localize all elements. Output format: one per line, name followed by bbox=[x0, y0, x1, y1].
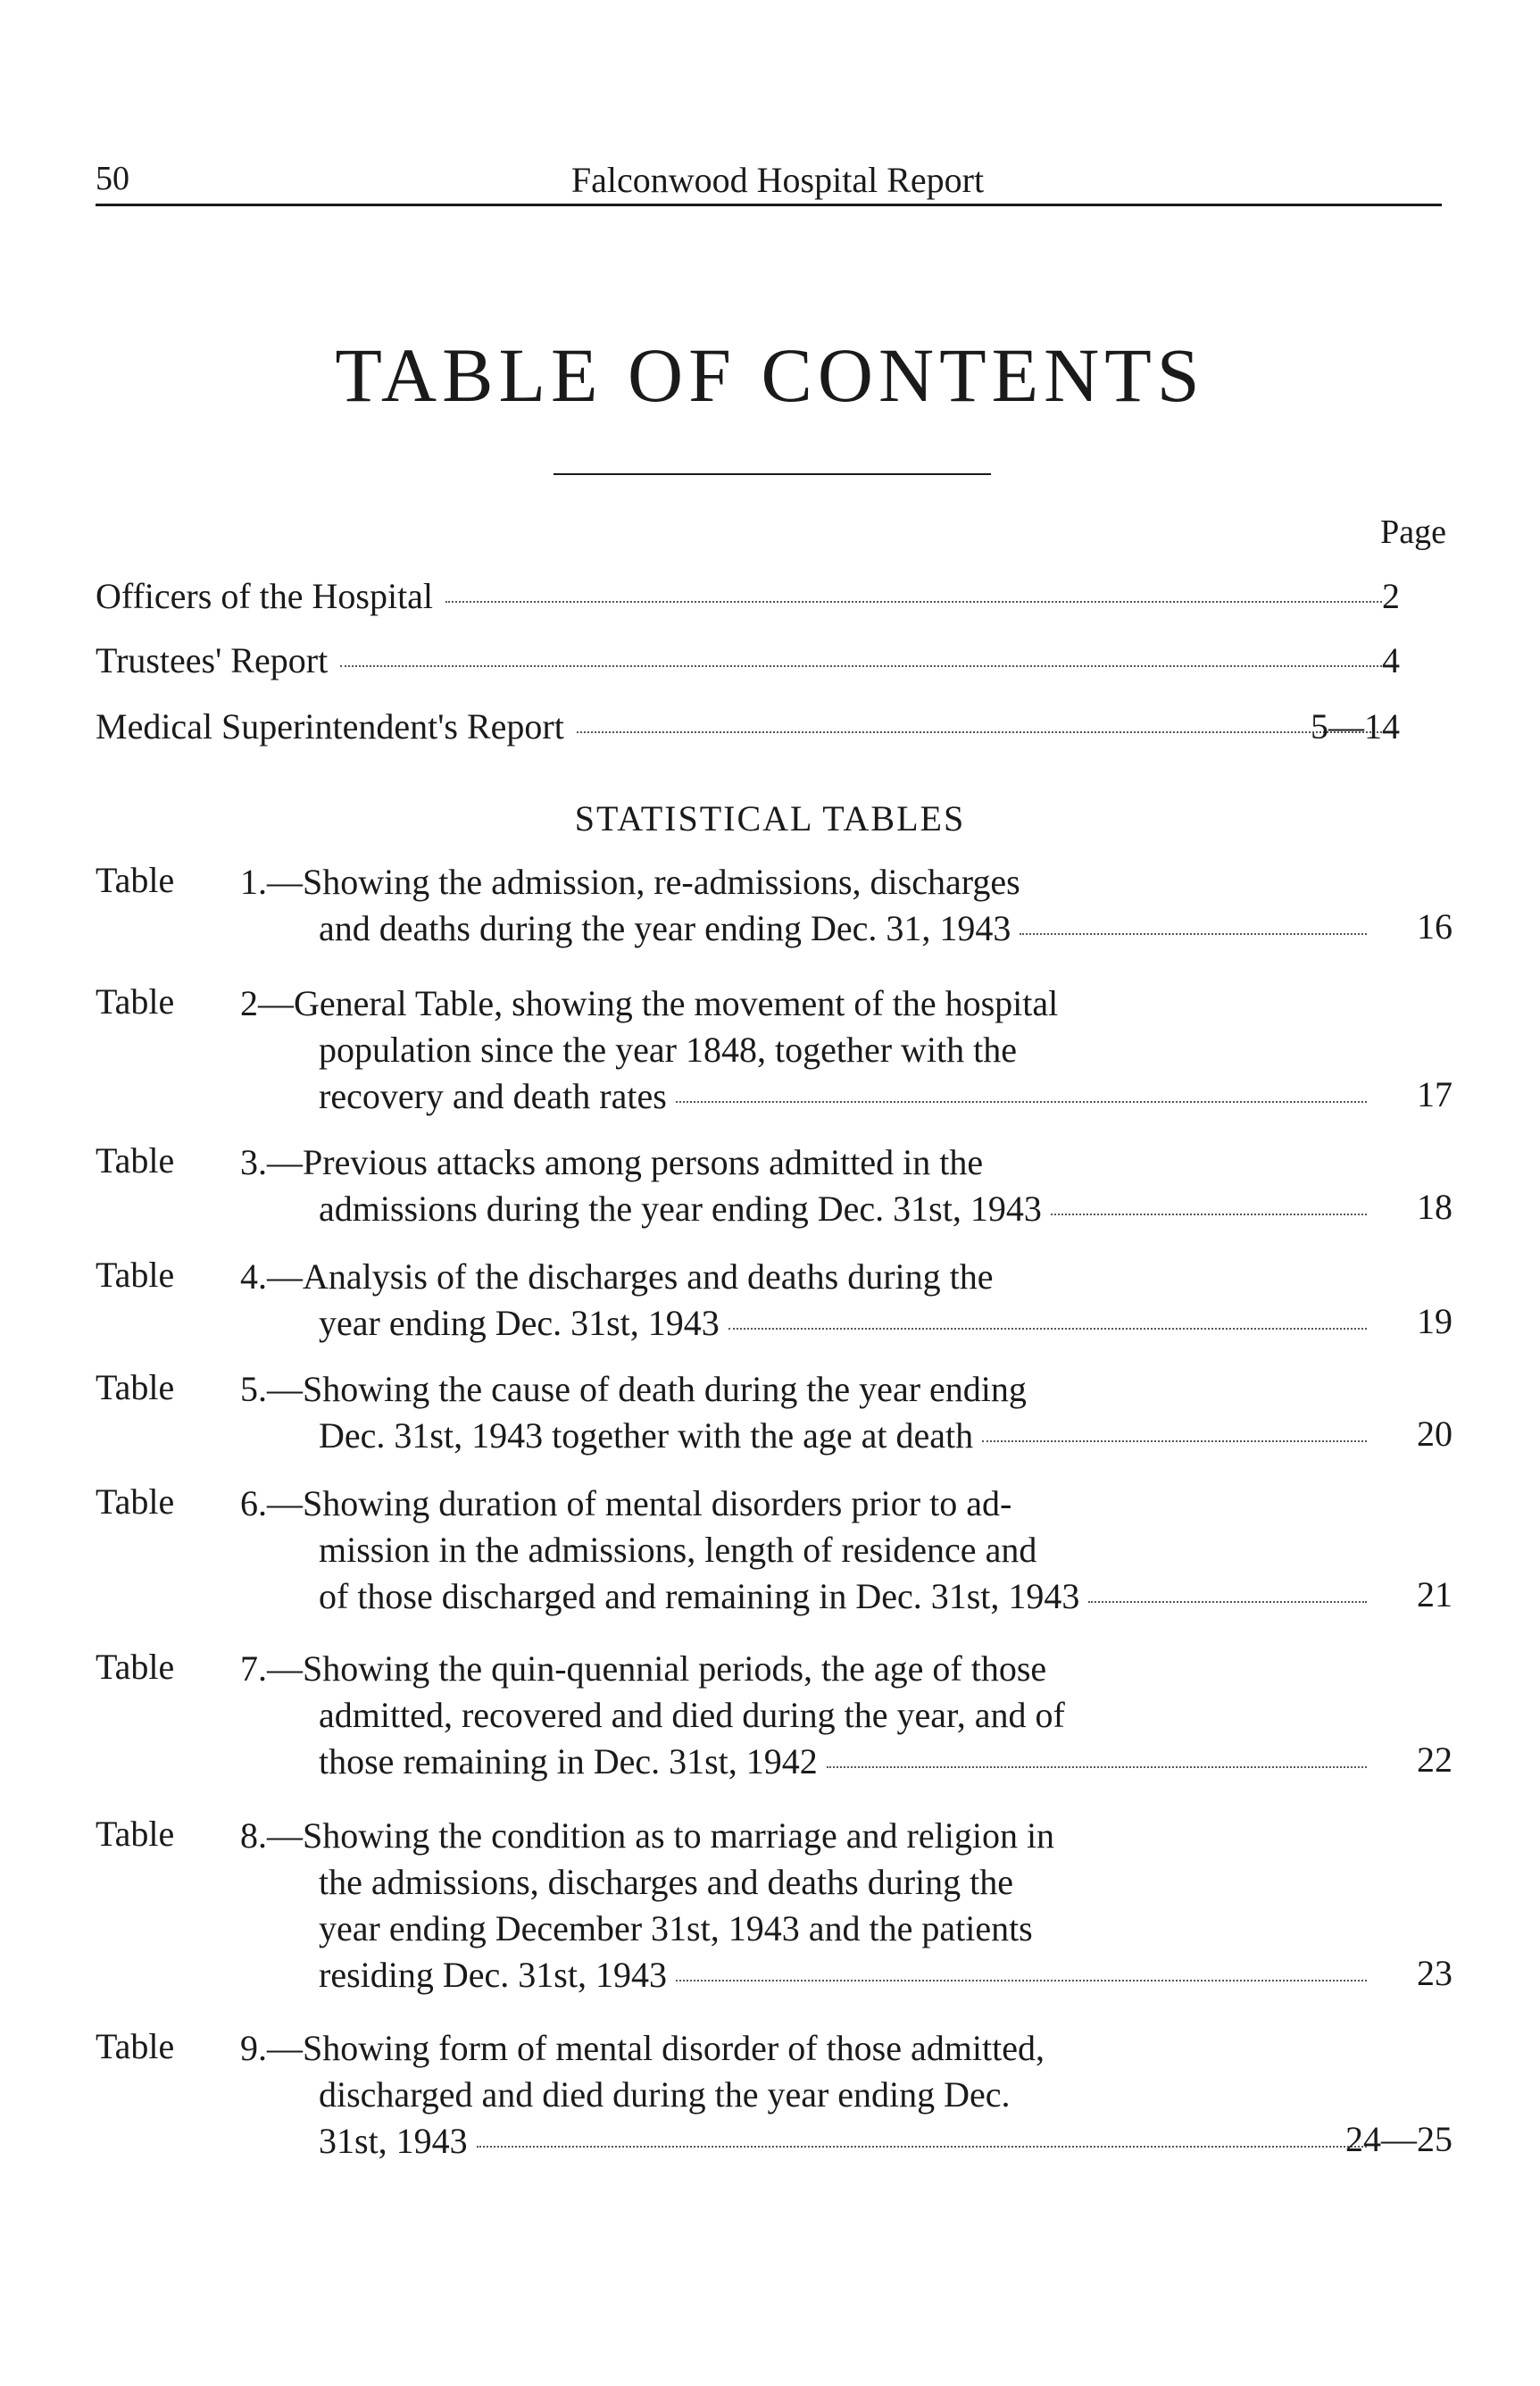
table-label: Table bbox=[96, 1255, 175, 1295]
description-line bbox=[240, 1739, 1376, 1785]
description-text: discharged and died during the year ending Dec. bbox=[319, 2074, 1011, 2115]
toc-entry-page: 4 bbox=[1382, 640, 1400, 680]
description-text: year ending Dec. 31st, 1943 bbox=[319, 1303, 720, 1343]
description-line bbox=[240, 2118, 1376, 2165]
table-description bbox=[240, 1254, 1376, 1347]
toc-entry-label: Officers of the Hospital bbox=[96, 576, 434, 616]
table-page-number: 16 bbox=[1417, 906, 1453, 947]
description-line bbox=[240, 1692, 1376, 1739]
dot-leader bbox=[1051, 1214, 1367, 1215]
table-label: Table bbox=[96, 1647, 175, 1687]
table-page-number: 18 bbox=[1417, 1187, 1453, 1227]
description-line bbox=[240, 1813, 1376, 1859]
description-text: 6.—Showing duration of mental disorders prior to ad- bbox=[240, 1483, 1012, 1523]
dot-leader bbox=[827, 1766, 1367, 1768]
table-page-number: 19 bbox=[1417, 1301, 1453, 1341]
table-label: Table bbox=[96, 1140, 175, 1180]
description-line bbox=[240, 1646, 1376, 1692]
table-description bbox=[240, 1481, 1376, 1620]
dot-leader bbox=[676, 1980, 1367, 1981]
toc-entry-page: 5—14 bbox=[1311, 706, 1400, 747]
table-label: Table bbox=[96, 981, 175, 1022]
toc-entry-page: 2 bbox=[1382, 576, 1400, 616]
description-text: 2—General Table, showing the movement of the hospital bbox=[240, 983, 1059, 1023]
table-page-number: 24—25 bbox=[1345, 2119, 1453, 2159]
dot-leader bbox=[982, 1440, 1367, 1442]
description-text: the admissions, discharges and deaths during the bbox=[319, 1862, 1014, 1902]
description-line bbox=[240, 1300, 1376, 1347]
description-line bbox=[240, 1481, 1376, 1527]
title-divider bbox=[554, 473, 991, 475]
toc-entry-trustees bbox=[96, 639, 1400, 682]
description-line bbox=[240, 1952, 1376, 1998]
description-line bbox=[240, 2072, 1376, 2118]
table-description bbox=[240, 859, 1376, 952]
description-line bbox=[240, 859, 1376, 905]
table-description bbox=[240, 1646, 1376, 1785]
description-line bbox=[240, 1859, 1376, 1906]
description-line bbox=[240, 1906, 1376, 1952]
description-line bbox=[240, 1139, 1376, 1186]
description-text: admissions during the year ending Dec. 31st, 1943 bbox=[319, 1189, 1042, 1229]
page-title: TABLE OF CONTENTS bbox=[335, 332, 1205, 418]
description-line bbox=[240, 1366, 1376, 1413]
dot-leader bbox=[577, 731, 1382, 733]
dot-leader bbox=[477, 2146, 1367, 2148]
table-description bbox=[240, 980, 1376, 1120]
dot-leader bbox=[445, 601, 1382, 603]
toc-entry-officers bbox=[96, 575, 1400, 618]
dot-leader bbox=[340, 665, 1382, 667]
table-page-number: 23 bbox=[1417, 1953, 1453, 1993]
description-text: recovery and death rates bbox=[319, 1076, 667, 1116]
table-description bbox=[240, 1366, 1376, 1459]
description-text: 9.—Showing form of mental disorder of those admitted, bbox=[240, 2028, 1045, 2068]
description-text: 7.—Showing the quin-quennial periods, the age of those bbox=[240, 1648, 1047, 1689]
description-text: of those discharged and remaining in Dec. 31st, 1943 bbox=[319, 1576, 1080, 1616]
dot-leader bbox=[1088, 1601, 1367, 1603]
description-line bbox=[240, 1527, 1376, 1573]
table-description bbox=[240, 1139, 1376, 1232]
description-text: and deaths during the year ending Dec. 31, 1943 bbox=[319, 908, 1011, 948]
description-line bbox=[240, 980, 1376, 1027]
table-label: Table bbox=[96, 1367, 175, 1407]
description-text: mission in the admissions, length of residence and bbox=[319, 1530, 1037, 1570]
table-page-number: 22 bbox=[1417, 1739, 1453, 1780]
description-line bbox=[240, 1254, 1376, 1300]
table-label: Table bbox=[96, 1814, 175, 1854]
page-column-label: Page bbox=[1380, 513, 1446, 551]
table-label: Table bbox=[96, 2026, 175, 2066]
page-number: 50 bbox=[96, 160, 129, 197]
description-line bbox=[240, 1073, 1376, 1120]
description-text: 4.—Analysis of the discharges and deaths during the bbox=[240, 1256, 994, 1297]
dot-leader bbox=[1020, 933, 1367, 935]
description-text: residing Dec. 31st, 1943 bbox=[319, 1955, 667, 1995]
description-line bbox=[240, 1186, 1376, 1232]
description-text: 5.—Showing the cause of death during the year ending bbox=[240, 1369, 1027, 1409]
description-line bbox=[240, 1027, 1376, 1073]
description-line bbox=[240, 1413, 1376, 1459]
running-header bbox=[96, 154, 1442, 206]
table-page-number: 20 bbox=[1417, 1414, 1453, 1454]
description-text: those remaining in Dec. 31st, 1942 bbox=[319, 1741, 818, 1781]
description-text: 31st, 1943 bbox=[319, 2121, 468, 2161]
description-line bbox=[240, 1573, 1376, 1620]
section-heading: STATISTICAL TABLES bbox=[574, 798, 966, 838]
dot-leader bbox=[728, 1328, 1367, 1330]
toc-entry-label: Trustees' Report bbox=[96, 640, 329, 680]
table-page-number: 21 bbox=[1417, 1574, 1453, 1614]
description-line bbox=[240, 905, 1376, 952]
table-description bbox=[240, 2025, 1376, 2165]
table-label: Table bbox=[96, 860, 175, 900]
toc-entry-medical-superintendent bbox=[96, 705, 1400, 748]
table-page-number: 17 bbox=[1417, 1074, 1453, 1114]
running-head-title: Falconwood Hospital Report bbox=[570, 160, 985, 200]
table-label: Table bbox=[96, 1481, 175, 1522]
description-line bbox=[240, 2025, 1376, 2072]
dot-leader bbox=[676, 1101, 1367, 1103]
toc-entry-label: Medical Superintendent's Report bbox=[96, 706, 564, 747]
description-text: year ending December 31st, 1943 and the patients bbox=[319, 1908, 1033, 1948]
description-text: population since the year 1848, together with the bbox=[319, 1030, 1018, 1070]
description-text: Dec. 31st, 1943 together with the age at death bbox=[319, 1415, 974, 1456]
description-text: admitted, recovered and died during the year, and of bbox=[319, 1695, 1065, 1735]
table-description bbox=[240, 1813, 1376, 1998]
description-text: 1.—Showing the admission, re-admissions, discharges bbox=[240, 862, 1020, 902]
description-text: 3.—Previous attacks among persons admitted in the bbox=[240, 1142, 984, 1182]
description-text: 8.—Showing the condition as to marriage and religion in bbox=[240, 1815, 1055, 1856]
